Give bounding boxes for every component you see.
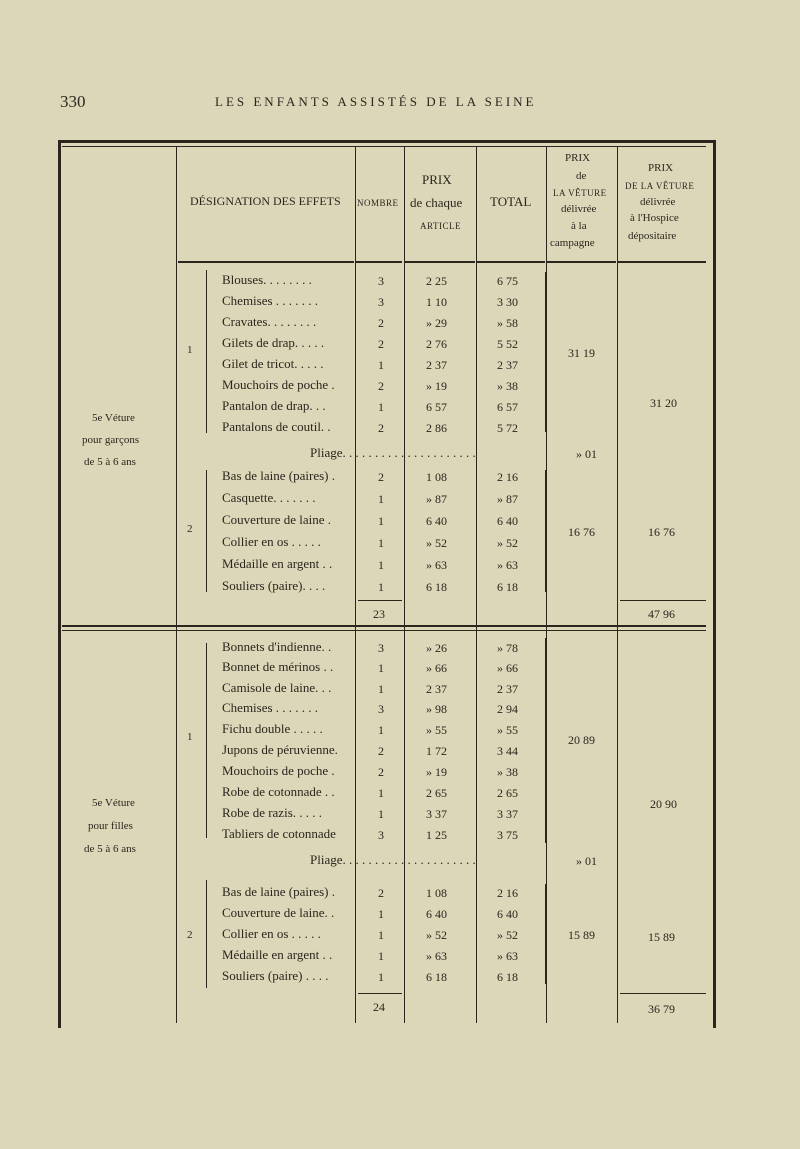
item-prix: » 55 [426,723,447,737]
item-prix: 6 18 [426,970,447,984]
total-brace [545,272,546,432]
item-nombre: 2 [378,886,384,900]
group-brace [206,643,207,838]
item-name: Médaille en argent . . [222,556,333,571]
item-total: » 52 [497,928,518,942]
item-name: Bas de laine (paires) . [222,468,335,483]
item-name: Pantalon de drap. . . [222,398,326,413]
item-name: Mouchoirs de poche . [222,377,335,392]
header-prix-2: de chaque [410,195,463,210]
header-campagne-2: de [576,170,587,182]
item-nombre: 1 [378,358,384,372]
header-rule [405,261,475,263]
item-prix: 1 72 [426,744,447,758]
group-number: 1 [187,731,193,743]
item-total: » 38 [497,379,518,393]
header-campagne-3: LA VÊTURE [553,188,607,198]
sum-rule [358,600,402,601]
item-prix: » 26 [426,641,447,655]
item-prix: 6 40 [426,514,447,528]
item-total: » 87 [497,492,518,506]
item-name: Collier en os . . . . . [222,534,321,549]
item-total: 6 40 [497,907,518,921]
header-hospice-1: PRIX [648,162,674,174]
item-name: Médaille en argent . . [222,947,333,962]
item-nombre: 2 [378,744,384,758]
item-nombre: 1 [378,807,384,821]
header-rule [547,261,616,263]
item-name: Chemises . . . . . . . [222,293,319,308]
item-name: Gilets de drap. . . . . [222,335,325,350]
nombre-total: 23 [373,607,385,621]
item-name: Jupons de péruvienne. [222,742,338,757]
item-total: » 66 [497,661,518,675]
item-name: Bonnets d'indienne. . [222,639,332,654]
item-name: Mouchoirs de poche . [222,763,335,778]
item-nombre: 1 [378,558,384,572]
item-name: Couverture de laine . [222,512,332,527]
item-total: 3 37 [497,807,518,821]
item-prix: » 87 [426,492,447,506]
item-prix: 2 76 [426,337,447,351]
header-hospice-4: à l'Hospice [630,212,679,224]
header-nombre: NOMBRE [357,198,399,208]
item-prix: 2 25 [426,274,447,288]
item-name: Blouses. . . . . . . . [222,272,312,287]
item-total: » 63 [497,949,518,963]
item-prix: » 63 [426,949,447,963]
item-nombre: 3 [378,828,384,842]
item-prix: » 19 [426,379,447,393]
item-name: Camisole de laine. . . [222,680,332,695]
item-total: 3 30 [497,295,518,309]
item-name: Chemises . . . . . . . [222,700,319,715]
item-nombre: 1 [378,682,384,696]
hospice-value: 15 89 [648,930,675,944]
item-total: 2 37 [497,682,518,696]
item-total: » 55 [497,723,518,737]
header-campagne-5: à la [571,220,587,232]
item-total: 2 94 [497,702,518,716]
item-prix: 2 65 [426,786,447,800]
item-total: 2 37 [497,358,518,372]
header-rule [618,261,706,263]
item-nombre: 3 [378,274,384,288]
item-prix: 3 37 [426,807,447,821]
section-label: 5e Véture [92,797,135,809]
item-name: Pantalons de coutil. . [222,419,331,434]
item-name: Souliers (paire). . . . [222,578,326,593]
item-total: » 63 [497,558,518,572]
item-prix: » 52 [426,536,447,550]
header-campagne-4: délivrée [561,203,597,215]
section-label: pour garçons [82,434,140,446]
pliage-row: Pliage. . . . . . . . . . . . . . . . . . . . . [310,445,476,460]
item-name: Bas de laine (paires) . [222,884,335,899]
header-campagne-1: PRIX [565,152,591,164]
item-prix: » 52 [426,928,447,942]
item-total: 6 75 [497,274,518,288]
section-separator [62,630,706,631]
header-hospice-5: dépositaire [628,230,677,242]
item-prix: » 29 [426,316,447,330]
section-brace [176,360,177,545]
item-nombre: 2 [378,470,384,484]
item-prix: » 63 [426,558,447,572]
sum-rule [620,993,706,994]
item-prix: 2 86 [426,421,447,435]
item-name: Robe de cotonnade . . [222,784,335,799]
item-total: 3 75 [497,828,518,842]
col-divider [617,146,618,1023]
total-brace [545,638,546,843]
item-prix: 6 57 [426,400,447,414]
item-name: Tabliers de cotonnade [222,826,336,841]
item-total: 2 16 [497,886,518,900]
hospice-grand-total: 47 96 [648,607,675,621]
sum-rule [620,600,706,601]
group-brace [206,880,207,988]
col-divider [355,146,356,1023]
header-campagne-6: campagne [550,237,595,249]
section-label: de 5 à 6 ans [84,843,136,855]
hospice-grand-total: 36 79 [648,1002,675,1016]
item-name: Cravates. . . . . . . . [222,314,317,329]
item-prix: 1 08 [426,886,447,900]
item-prix: 2 37 [426,682,447,696]
header-rule [178,261,354,263]
item-nombre: 3 [378,702,384,716]
campagne-value: 16 76 [568,525,595,539]
section-brace [176,740,177,925]
item-nombre: 1 [378,536,384,550]
item-prix: 6 18 [426,580,447,594]
item-nombre: 2 [378,316,384,330]
item-total: 5 52 [497,337,518,351]
hospice-value: 16 76 [648,525,675,539]
header-designation: DÉSIGNATION DES EFFETS [190,194,341,208]
item-prix: » 98 [426,702,447,716]
item-nombre: 1 [378,400,384,414]
item-nombre: 1 [378,907,384,921]
running-head: LES ENFANTS ASSISTÉS DE LA SEINE [215,94,537,109]
item-total: » 58 [497,316,518,330]
item-nombre: 1 [378,661,384,675]
item-name: Couverture de laine. . [222,905,335,920]
item-total: 6 18 [497,970,518,984]
item-nombre: 1 [378,949,384,963]
item-nombre: 3 [378,295,384,309]
item-total: 2 16 [497,470,518,484]
sum-rule [358,993,402,994]
item-nombre: 1 [378,580,384,594]
item-nombre: 1 [378,970,384,984]
section-label: 5e Véture [92,412,135,424]
item-nombre: 1 [378,492,384,506]
item-total: 3 44 [497,744,518,758]
item-nombre: 2 [378,765,384,779]
item-nombre: 2 [378,421,384,435]
group-number: 1 [187,344,193,356]
group-number: 2 [187,929,193,941]
header-prix-3: ARTICLE [420,221,461,231]
item-nombre: 2 [378,337,384,351]
hospice-value: 31 20 [650,396,677,410]
item-total: 6 18 [497,580,518,594]
group-number: 2 [187,523,193,535]
item-prix: » 66 [426,661,447,675]
item-nombre: 2 [378,379,384,393]
item-name: Casquette. . . . . . . [222,490,316,505]
page-number: 330 [60,92,86,111]
header-total: TOTAL [490,194,532,209]
item-nombre: 1 [378,786,384,800]
item-nombre: 1 [378,723,384,737]
hospice-value: 20 90 [650,797,677,811]
item-prix: 2 37 [426,358,447,372]
header-rule [477,261,545,263]
pliage-row: Pliage. . . . . . . . . . . . . . . . . . . . . [310,852,476,867]
col-divider [404,146,405,1023]
group-brace [206,270,207,433]
section-label: pour filles [88,820,133,832]
item-name: Collier en os . . . . . [222,926,321,941]
campagne-value: 31 19 [568,346,595,360]
item-name: Bonnet de mérinos . . [222,659,334,674]
item-total: 2 65 [497,786,518,800]
item-nombre: 1 [378,514,384,528]
item-name: Gilet de tricot. . . . . [222,356,324,371]
col-divider [476,146,477,1023]
col-divider [546,146,547,1023]
group-brace [206,470,207,592]
pliage-value: » 01 [576,447,597,461]
item-total: 5 72 [497,421,518,435]
item-prix: 6 40 [426,907,447,921]
item-nombre: 1 [378,928,384,942]
nombre-total: 24 [373,1000,385,1014]
frame-inner-top [62,146,706,147]
header-hospice-3: délivrée [640,196,676,208]
item-total: 6 40 [497,514,518,528]
section-separator [62,625,706,627]
hospice-brace [617,745,618,860]
item-prix: 1 25 [426,828,447,842]
item-total: » 38 [497,765,518,779]
item-total: » 78 [497,641,518,655]
item-prix: 1 10 [426,295,447,309]
section-label: de 5 à 6 ans [84,456,136,468]
header-rule [356,261,402,263]
hospice-brace [617,350,618,450]
total-brace [545,884,546,984]
item-name: Souliers (paire) . . . . [222,968,329,983]
item-total: 6 57 [497,400,518,414]
item-prix: » 19 [426,765,447,779]
header-prix-1: PRIX [422,172,452,187]
pliage-value: » 01 [576,854,597,868]
item-prix: 1 08 [426,470,447,484]
item-name: Fichu double . . . . . [222,721,323,736]
item-name: Robe de razis. . . . . [222,805,323,820]
total-brace [545,470,546,592]
campagne-value: 15 89 [568,928,595,942]
header-hospice-2: DE LA VÊTURE [625,181,695,191]
campagne-value: 20 89 [568,733,595,747]
item-nombre: 3 [378,641,384,655]
item-total: » 52 [497,536,518,550]
